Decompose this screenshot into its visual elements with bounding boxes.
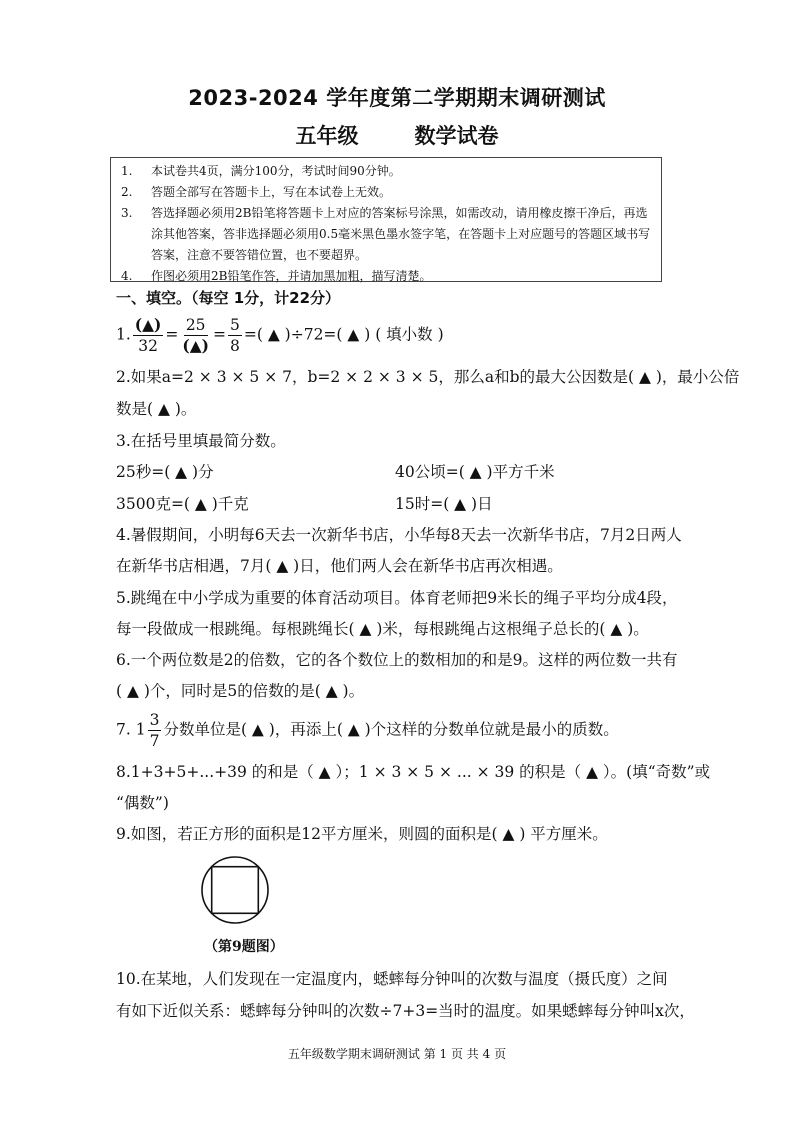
- question-4-line-2: 在新华书店相遇，7月( ▲ )日，他们两人会在新华书店再次相遇。: [116, 557, 563, 575]
- instruction-item: 1. 本试卷共4页，满分100分，考试时间90分钟。: [121, 164, 401, 178]
- subject-label: 数学试卷: [414, 124, 499, 148]
- question-3-title: 3.在括号里填最简分数。: [116, 432, 286, 450]
- question-8-line-2: “偶数”): [116, 794, 169, 812]
- question-9: 9.如图，若正方形的面积是12平方厘米，则圆的面积是( ▲ ) 平方厘米。: [116, 825, 608, 843]
- question-7: 7. 1 $\frac{3}{7}$ 分数单位是( ▲ )，再添上( ▲ )个这样的分数单位就是最小的质数。: [116, 711, 619, 750]
- question-6-line-1: 6.一个两位数是2的倍数，它的各个数位上的数相加的和是9。这样的两位数一共有: [116, 651, 678, 669]
- figure-caption: （第9题图）: [204, 939, 284, 955]
- question-1: 1. $\frac{(▲)}{32}$ = $\frac{25}{(▲)}$ = $\frac{5}{8}$ =( ▲ )÷72=( ▲ ) ( 填小数 ): [116, 315, 444, 355]
- fraction: $\frac{25}{(▲)}$: [182, 316, 209, 355]
- question-6-line-2: ( ▲ )个，同时是5的倍数的是( ▲ )。: [116, 682, 365, 700]
- fraction: $\frac{(▲)}{32}$: [134, 315, 162, 355]
- exam-title: 2023-2024 学年度第二学期期末调研测试: [188, 86, 606, 110]
- question-2-line-2: 数是( ▲ )。: [116, 400, 197, 418]
- square-shape: [212, 867, 259, 914]
- instruction-item: 4. 作图必须用2B铅笔作答，并请加黑加粗，描写清楚。: [121, 269, 432, 283]
- fraction: $\frac{3}{7}$: [149, 711, 160, 750]
- section-heading: 一、填空。（每空 1分，计22分）: [116, 289, 341, 307]
- question-5-line-2: 每一段做成一根跳绳。每根跳绳长( ▲ )米，每根跳绳占这根绳子总长的( ▲ )。: [116, 620, 649, 638]
- grade-label: 五年级: [295, 124, 359, 148]
- question-10-line-2: 有如下近似关系：蟋蟀每分钟叫的次数÷7+3=当时的温度。如果蟋蟀每分钟叫x次，: [116, 1002, 695, 1020]
- question-8-line-1: 8.1+3+5+...+39 的和是（ ▲ ）；1 × 3 × 5 × ... × 39 的积是（ ▲ ）。(填“奇数”或: [116, 763, 711, 781]
- circle-square-figure: [200, 855, 270, 925]
- question-4-line-1: 4.暑假期间，小明每6天去一次新华书店，小华每8天去一次新华书店，7月2日两人: [116, 526, 682, 544]
- question-5-line-1: 5.跳绳在中小学成为重要的体育活动项目。体育老师把9米长的绳子平均分成4段，: [116, 589, 678, 607]
- question-2-line-1: 2.如果a=2 × 3 × 5 × 7，b=2 × 2 × 3 × 5，那么a和b的最大公因数是( ▲ )，最小公倍: [116, 368, 740, 386]
- instruction-item: 3. 答选择题必须用2B铅笔将答题卡上对应的答案标号涂黑，如需改动，请用橡皮擦干净后，再选涂其他答案，答非选择题必须用0.5毫米黑色墨水签字笔，在答题卡上对应题号的答题区域书写答案，注意不要答错位置，也不要超界。: [121, 206, 651, 262]
- question-3-d: 15时=( ▲ )日: [395, 495, 493, 513]
- exam-subtitle: [0, 120, 794, 150]
- question-10-line-1: 10.在某地，人们发现在一定温度内，蟋蟀每分钟叫的次数与温度（摄氏度）之间: [116, 970, 668, 988]
- instruction-item: 2. 答题全部写在答题卡上，写在本试卷上无效。: [121, 185, 392, 199]
- fraction: $\frac{5}{8}$: [229, 316, 240, 355]
- question-3-a: 25秒=( ▲ )分: [116, 463, 214, 481]
- question-3-c: 3500克=( ▲ )千克: [116, 495, 249, 513]
- instructions-box: [110, 157, 662, 282]
- question-3-b: 40公顷=( ▲ )平方千米: [395, 463, 555, 481]
- page-footer: 五年级数学期末调研测试 第 1 页 共 4 页: [287, 1047, 507, 1061]
